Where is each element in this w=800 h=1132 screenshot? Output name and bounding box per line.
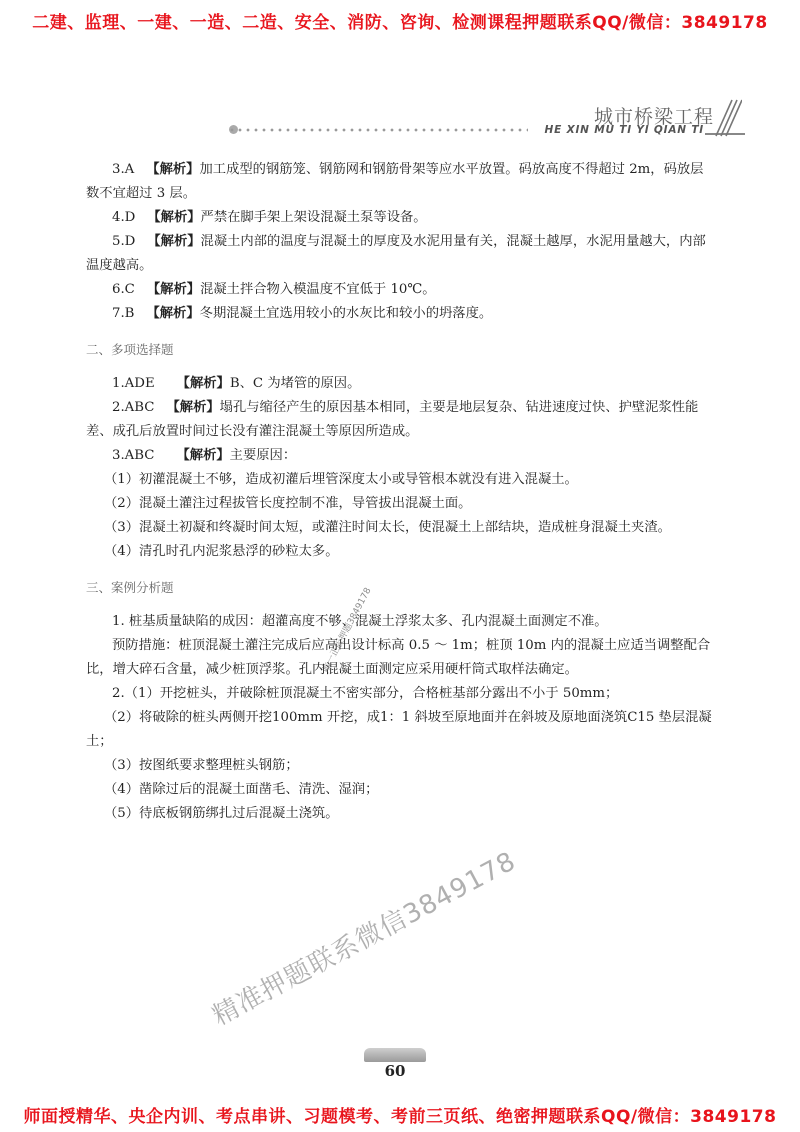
- multi-answer-3: 3.ABC 【解析】主要原因：: [112, 448, 297, 463]
- case-paragraph: （3）按图纸要求整理桩头钢筋；: [104, 758, 299, 773]
- header-dotted-rule: [228, 128, 528, 132]
- section-heading-multiple-choice: 二、多项选择题: [86, 342, 174, 357]
- case-paragraph: （4）凿除过后的混凝土面凿毛、清洗、湿润；: [104, 782, 379, 797]
- answer-6: 6.C 【解析】混凝土拌合物入模温度不宜低于 10℃。: [112, 282, 436, 297]
- answer-3: 3.A 【解析】加工成型的钢筋笼、钢筋网和钢筋骨架等应水平放置。码放高度不得超过 2m，码放层数不宜超过 3 层。: [86, 162, 704, 201]
- answer-5: 5.D 【解析】混凝土内部的温度与混凝土的厚度及水泥用量有关，混凝土越厚，水泥用量越大，内部温度越高。: [86, 234, 706, 273]
- reason-item: （3）混凝土初凝和终凝时间太短，或灌注时间太长，使混凝土上部结块，造成桩身混凝土夹渣。: [104, 520, 671, 535]
- case-paragraph: （5）待底板钢筋绑扎过后混凝土浇筑。: [104, 806, 339, 821]
- top-ad-banner: 二建、监理、一建、一造、二造、安全、消防、咨询、检测课程押题联系QQ/微信：3849178: [32, 13, 768, 33]
- reason-item: （1）初灌混凝土不够，造成初灌后埋管深度太小或导管根本就没有进入混凝土。: [104, 472, 578, 487]
- multi-answer-1: 1.ADE 【解析】B、C 为堵管的原因。: [112, 376, 361, 391]
- header-stripes-icon: [708, 98, 742, 138]
- running-subtitle: HE XIN MU TI YI QIAN TI: [544, 124, 704, 136]
- answer-content: [86, 158, 716, 826]
- watermark-small: 唯一正版押题3849178: [320, 586, 374, 675]
- reason-item: （2）混凝土灌注过程拔管长度控制不准，导管拔出混凝土面。: [104, 496, 472, 511]
- page-number: 60: [384, 1062, 406, 1080]
- page-tab-shape: [364, 1048, 426, 1062]
- multi-answer-2: 2.ABC 【解析】塌孔与缩径产生的原因基本相同，主要是地层复杂、钻进速度过快、护壁泥浆性能差、成孔后放置时间过长没有灌注混凝土等原因所造成。: [86, 400, 699, 439]
- answer-4: 4.D 【解析】严禁在脚手架上架设混凝土泵等设备。: [112, 210, 427, 225]
- case-paragraph: 1. 桩基质量缺陷的成因：超灌高度不够、混凝土浮浆太多、孔内混凝土面测定不准。: [112, 614, 608, 629]
- bottom-ad-banner: 师面授精华、央企内训、考点串讲、习题模考、考前三页纸、绝密押题联系QQ/微信：3849178: [23, 1107, 777, 1127]
- page-number-tab: [356, 1048, 434, 1088]
- section-heading-case-analysis: 三、案例分析题: [86, 580, 174, 595]
- running-title: 城市桥梁工程: [593, 106, 714, 128]
- case-paragraph: 预防措施：桩顶混凝土灌注完成后应高出设计标高 0.5 ～ 1m；桩顶 10m 内的混凝土应适当调整配合比，增大碎石含量，减少桩顶浮浆。孔内混凝土面测定应采用硬杆筒式取样法确定。: [86, 638, 711, 677]
- watermark: 精准押题联系微信3849178: [207, 846, 522, 1032]
- reason-item: （4）清孔时孔内泥浆悬浮的砂粒太多。: [104, 544, 339, 559]
- case-paragraph: （2）将破除的桩头两侧开挖100mm 开挖，成1：1 斜坡至原地面并在斜坡及原地面浇筑C15 垫层混凝土；: [86, 710, 712, 749]
- answer-7: 7.B 【解析】冬期混凝土宜选用较小的水灰比和较小的坍落度。: [112, 306, 493, 321]
- case-paragraph: 2.（1）开挖桩头，并破除桩顶混凝土不密实部分，合格桩基部分露出不小于 50mm；: [112, 686, 619, 701]
